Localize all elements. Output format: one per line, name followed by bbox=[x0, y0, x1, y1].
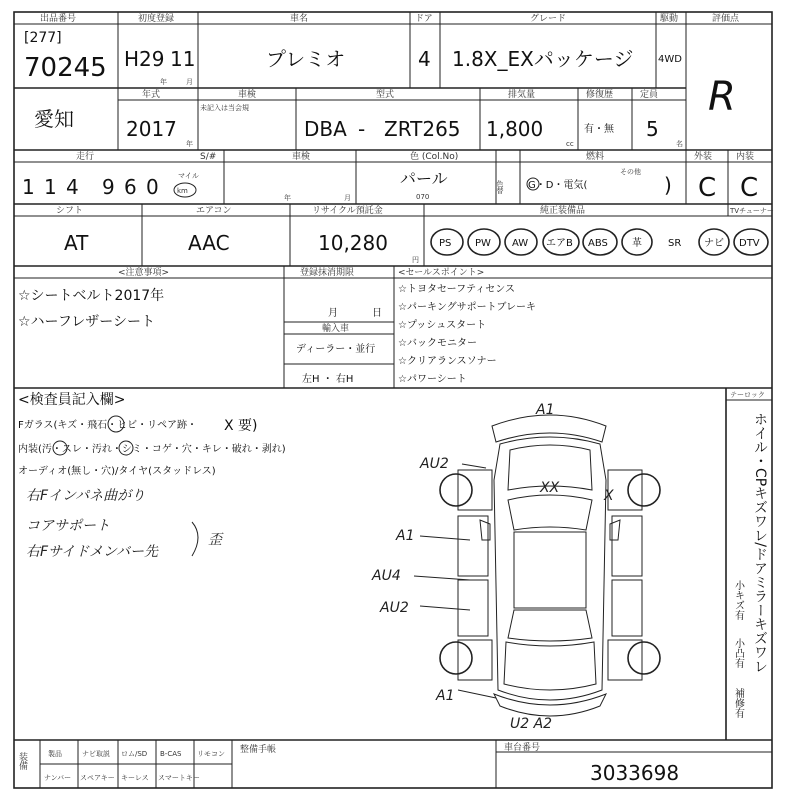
handwritten-note: 右Fインパネ曲がり bbox=[26, 488, 146, 504]
sales-points bbox=[398, 283, 536, 385]
left-front-door bbox=[458, 516, 488, 576]
equipment-pw: PW bbox=[475, 238, 491, 249]
right-front-wheel bbox=[628, 474, 660, 506]
damage-mark: A1 bbox=[396, 528, 415, 544]
mileage-digit: 0 bbox=[146, 175, 159, 199]
service-book-label: 整備手帳 bbox=[240, 745, 277, 755]
right-front-door bbox=[612, 516, 642, 576]
damage-mark: A1 bbox=[536, 402, 555, 418]
lot-sub-number: [277] bbox=[24, 30, 62, 46]
color-label: 色 (Col.No) bbox=[410, 152, 459, 162]
drive-value: 4WD bbox=[658, 54, 682, 65]
bracket-mark bbox=[192, 522, 198, 556]
left-front-wheel bbox=[440, 474, 472, 506]
footer-item: スペアキー bbox=[80, 774, 115, 782]
shaken-note: 未記入は当会規 bbox=[200, 104, 249, 112]
equipment-airbag: エアB bbox=[546, 238, 573, 249]
model-year: 2017 bbox=[126, 117, 177, 141]
damage-mark: XX bbox=[540, 480, 560, 496]
rear-bumper bbox=[494, 694, 606, 716]
shaken-label: 車検 bbox=[238, 90, 257, 100]
mileage-digit: 9 bbox=[102, 175, 115, 199]
sales-label: <セールスポイント> bbox=[398, 268, 485, 278]
damage-mark: AU2 bbox=[380, 600, 409, 616]
car-name-label: 車名 bbox=[290, 14, 309, 24]
fuel-close-paren: ) bbox=[664, 173, 672, 197]
sales-point: ☆プッシュスタート bbox=[398, 320, 487, 331]
reg-day-unit: 日 bbox=[372, 308, 382, 319]
equipment-dtv: DTV bbox=[739, 238, 760, 249]
interior-line: 内装(汚・スレ・汚れ・シミ・コゲ・穴・キレ・破れ・剥れ) bbox=[18, 444, 286, 455]
ac-label: エアコン bbox=[196, 206, 232, 216]
footer-item: リモコン bbox=[197, 750, 225, 758]
km-unit: km bbox=[177, 187, 188, 195]
model-dash: - bbox=[358, 117, 366, 141]
car-body bbox=[494, 437, 606, 700]
first-reg-month: 11 bbox=[170, 47, 196, 71]
footer-item: キーレス bbox=[121, 774, 149, 782]
year-unit: 年 bbox=[160, 78, 167, 86]
mileage-digit: 4 bbox=[66, 175, 79, 199]
equipment-sr: SR bbox=[668, 238, 682, 249]
shift-label: シフト bbox=[56, 206, 84, 216]
footer-items-row1 bbox=[48, 749, 225, 758]
damage-mark: U2 A2 bbox=[510, 716, 553, 732]
caution-item: ☆ハーフレザーシート bbox=[18, 314, 156, 330]
cc-unit: cc bbox=[566, 140, 574, 148]
model-label: 型式 bbox=[376, 90, 395, 100]
mileage-label: 走行 bbox=[76, 152, 95, 162]
import-label: 輸入車 bbox=[322, 324, 350, 334]
history-value: 有・無 bbox=[584, 124, 614, 135]
sidebar-sub: 小凸有 bbox=[732, 638, 744, 668]
yen-unit: 円 bbox=[412, 256, 419, 264]
equipment-abs: ABS bbox=[588, 238, 608, 249]
mark-arrow bbox=[414, 576, 470, 580]
inspection-year-unit: 年 bbox=[284, 194, 291, 202]
sales-point: ☆クリアランスソナー bbox=[398, 356, 497, 367]
caution-label: <注意事項> bbox=[118, 268, 170, 278]
displacement-label: 排気量 bbox=[508, 90, 536, 100]
rear-window bbox=[508, 610, 592, 641]
drive-label: 駆動 bbox=[660, 14, 679, 24]
windshield bbox=[508, 495, 592, 530]
interior-grade: C bbox=[740, 173, 759, 203]
left-rear-fender bbox=[458, 640, 492, 680]
seats-unit: 名 bbox=[676, 140, 683, 148]
mileage-digits bbox=[22, 175, 159, 199]
reg-month-unit: 月 bbox=[328, 308, 338, 319]
handwritten-mark: 歪 bbox=[208, 532, 222, 548]
fglass-line: Fガラス(キズ・飛石・ヒビ・リペア跡・ bbox=[18, 420, 197, 431]
smnt-label: S/# bbox=[200, 152, 217, 162]
inspector-title: <検査員記入欄> bbox=[18, 392, 126, 408]
right-rear-door bbox=[612, 580, 642, 636]
inspection-month-unit: 月 bbox=[344, 194, 351, 202]
grade-label: グレード bbox=[530, 14, 567, 24]
footer-item: ロム/SD bbox=[121, 750, 148, 758]
footer-item: 製品 bbox=[48, 750, 62, 758]
chassis-label: 車台番号 bbox=[504, 743, 541, 753]
seats-label: 定員 bbox=[640, 90, 659, 100]
displacement-value: 1,800 bbox=[486, 117, 544, 141]
doors-value: 4 bbox=[418, 47, 431, 71]
handwritten-note: 右Fサイドメンバー先 bbox=[26, 544, 158, 560]
score-label: 評価点 bbox=[712, 14, 740, 24]
sidebar-text: ホイル・CPキズワレ/ドアミラーキズワレ bbox=[752, 412, 768, 673]
footer-item: ナビ取説 bbox=[82, 750, 110, 758]
exterior-label: 外装 bbox=[694, 152, 713, 162]
equipment-leather: 革 bbox=[632, 238, 642, 249]
sidebar-label: テーロック bbox=[730, 391, 765, 399]
footer-items-row2 bbox=[44, 774, 200, 782]
left-rear-wheel bbox=[440, 642, 472, 674]
footer-item: スマートキー bbox=[158, 774, 200, 782]
roof bbox=[514, 532, 586, 608]
trunk bbox=[504, 642, 596, 690]
car-name: プレミオ bbox=[266, 47, 346, 71]
sales-point: ☆トヨタセーフティセンス bbox=[398, 284, 515, 295]
sidebar-sub: 小キズ有 bbox=[732, 580, 744, 620]
chassis-number: 3033698 bbox=[590, 761, 680, 785]
mark-arrow bbox=[458, 690, 496, 698]
sidebar-sub: 補修有 bbox=[732, 688, 744, 718]
sales-point: ☆パーキングサポートブレーキ bbox=[398, 302, 536, 313]
damage-mark: AU2 bbox=[420, 456, 449, 472]
damage-mark: X bbox=[604, 488, 614, 504]
handwritten-note: コアサポート bbox=[26, 518, 110, 534]
caution-item: ☆シートベルト2017年 bbox=[18, 288, 165, 304]
equipment-navi: ナビ bbox=[704, 238, 724, 249]
footer-item: B-CAS bbox=[160, 750, 182, 758]
lot-no-label: 出品番号 bbox=[40, 14, 77, 24]
first-reg-label: 初度登録 bbox=[138, 14, 175, 24]
ac-value: AAC bbox=[188, 231, 230, 255]
footer-item: ナンバー bbox=[44, 774, 72, 782]
model-code: ZRT265 bbox=[384, 117, 461, 141]
history-label: 修復歴 bbox=[586, 90, 614, 100]
import-dealer: ディーラー・並行 bbox=[296, 344, 376, 355]
recycle-value: 10,280 bbox=[318, 231, 388, 255]
sales-point: ☆バックモニター bbox=[398, 338, 477, 349]
left-rear-door bbox=[458, 580, 488, 636]
car-diagram bbox=[371, 402, 660, 732]
mileage-digit: 1 bbox=[22, 175, 35, 199]
equipment-aw: AW bbox=[512, 238, 529, 249]
mark-arrow bbox=[462, 464, 486, 468]
model-prefix: DBA bbox=[304, 117, 347, 141]
reg-deadline-label: 登録抹消期限 bbox=[300, 268, 355, 278]
mileage-digit: 6 bbox=[124, 175, 137, 199]
model-year-unit: 年 bbox=[186, 140, 193, 148]
equipment-ps: PS bbox=[439, 238, 452, 249]
fuel-value: G・D・電気( bbox=[528, 180, 588, 191]
sales-point: ☆パワーシート bbox=[398, 374, 467, 385]
grade-value: 1.8X_EXパッケージ bbox=[452, 47, 634, 71]
shift-value: AT bbox=[64, 231, 89, 255]
front-bumper bbox=[492, 415, 606, 442]
tuner-label: TVチューナー bbox=[730, 207, 774, 215]
audio-line: オーディオ(無し・穴)/タイヤ(スタッドレス) bbox=[18, 466, 216, 477]
right-rear-fender bbox=[608, 640, 642, 680]
color-value: パール bbox=[400, 169, 448, 188]
mark-arrow bbox=[420, 536, 470, 540]
lot-number: 70245 bbox=[24, 53, 107, 83]
right-rear-wheel bbox=[628, 642, 660, 674]
damage-mark: AU4 bbox=[372, 568, 401, 584]
score-value: R bbox=[708, 74, 736, 120]
seats-value: 5 bbox=[646, 117, 659, 141]
mark-arrow bbox=[420, 606, 470, 610]
equipment-list bbox=[431, 229, 768, 255]
month-unit: 月 bbox=[186, 78, 193, 86]
first-reg-era: H29 bbox=[124, 47, 165, 71]
model-year-label: 年式 bbox=[142, 90, 161, 100]
fuel-other-label: その他 bbox=[620, 168, 641, 176]
interior-label: 内装 bbox=[736, 152, 755, 162]
color-change-label: 色替 bbox=[496, 180, 504, 194]
doors-label: ドア bbox=[415, 14, 433, 24]
fuel-label: 燃料 bbox=[586, 152, 605, 162]
inspection-label: 車検 bbox=[292, 152, 311, 162]
exterior-grade: C bbox=[698, 173, 717, 203]
steering-side: 左H ・ 右H bbox=[302, 374, 354, 385]
color-number: 070 bbox=[416, 193, 430, 201]
recycle-label: リサイクル預託金 bbox=[312, 206, 383, 216]
fglass-mark: X 要) bbox=[224, 418, 258, 434]
equipment-label: 純正装備品 bbox=[540, 206, 586, 216]
damage-mark: A1 bbox=[436, 688, 455, 704]
mileage-digit: 1 bbox=[44, 175, 57, 199]
mile-unit: マイル bbox=[178, 172, 199, 180]
region: 愛知 bbox=[34, 107, 74, 131]
equip-footer-label: 装備 bbox=[17, 752, 27, 770]
